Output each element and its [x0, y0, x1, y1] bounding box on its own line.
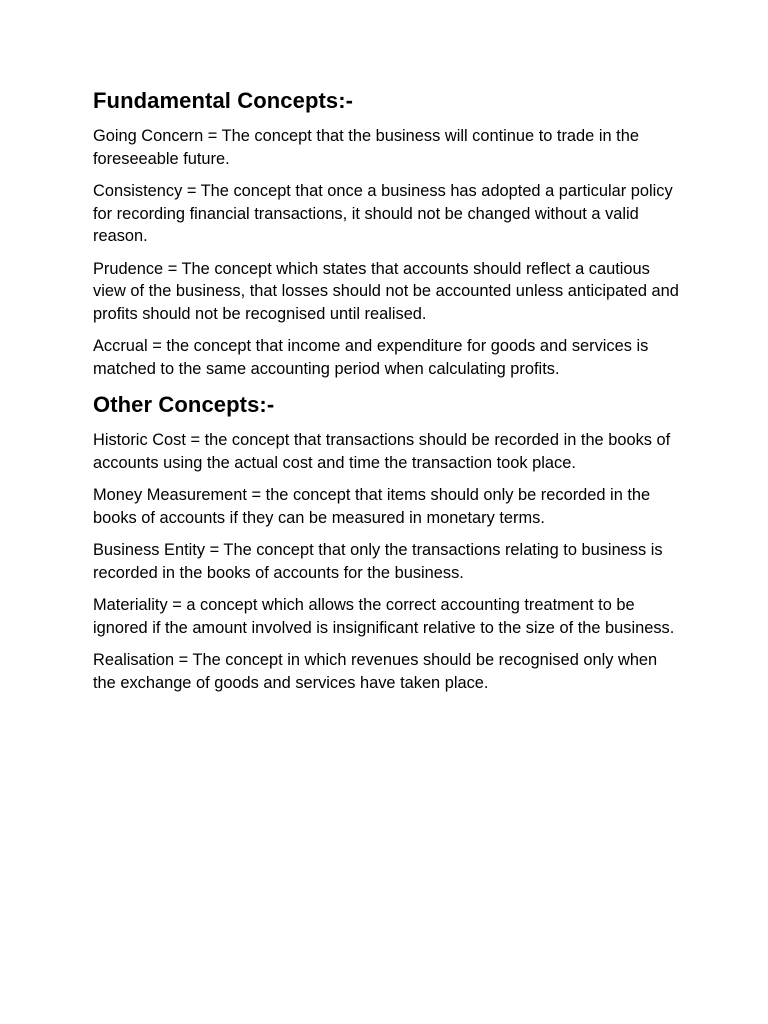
- section-other-concepts: [93, 390, 683, 694]
- paragraph-business-entity: Business Entity = The concept that only the transactions relating to business is recorded in the books of accounts for the business.: [93, 541, 663, 582]
- section-heading: Other Concepts:-: [93, 392, 275, 417]
- document-page: [93, 86, 683, 704]
- paragraph-money-measurement: Money Measurement = the concept that items should only be recorded in the books of accounts if they can be measured in monetary terms.: [93, 486, 651, 527]
- paragraph-going-concern: Going Concern = The concept that the business will continue to trade in the foreseeable future.: [93, 127, 639, 168]
- paragraph-materiality: Materiality = a concept which allows the correct accounting treatment to be ignored if the amount involved is insignificant relative to the size of the business.: [93, 596, 675, 637]
- paragraph-accrual: Accrual = the concept that income and expenditure for goods and services is matched to the same accounting period when calculating profits.: [93, 337, 649, 378]
- paragraph-prudence: Prudence = The concept which states that accounts should reflect a cautious view of the business, that losses should not be accounted unless anticipated and profits should not be recognised until realised.: [93, 259, 679, 323]
- section-fundamental-concepts: [93, 86, 683, 380]
- paragraph-realisation: Realisation = The concept in which revenues should be recognised only when the exchange of goods and services have taken place.: [93, 651, 658, 692]
- paragraph-consistency: Consistency = The concept that once a business has adopted a particular policy for recording financial transactions, it should not be changed without a valid reason.: [93, 182, 673, 245]
- paragraph-historic-cost: Historic Cost = the concept that transactions should be recorded in the books of accounts using the actual cost and time the transaction took place.: [93, 431, 671, 472]
- section-heading: Fundamental Concepts:-: [93, 88, 354, 113]
